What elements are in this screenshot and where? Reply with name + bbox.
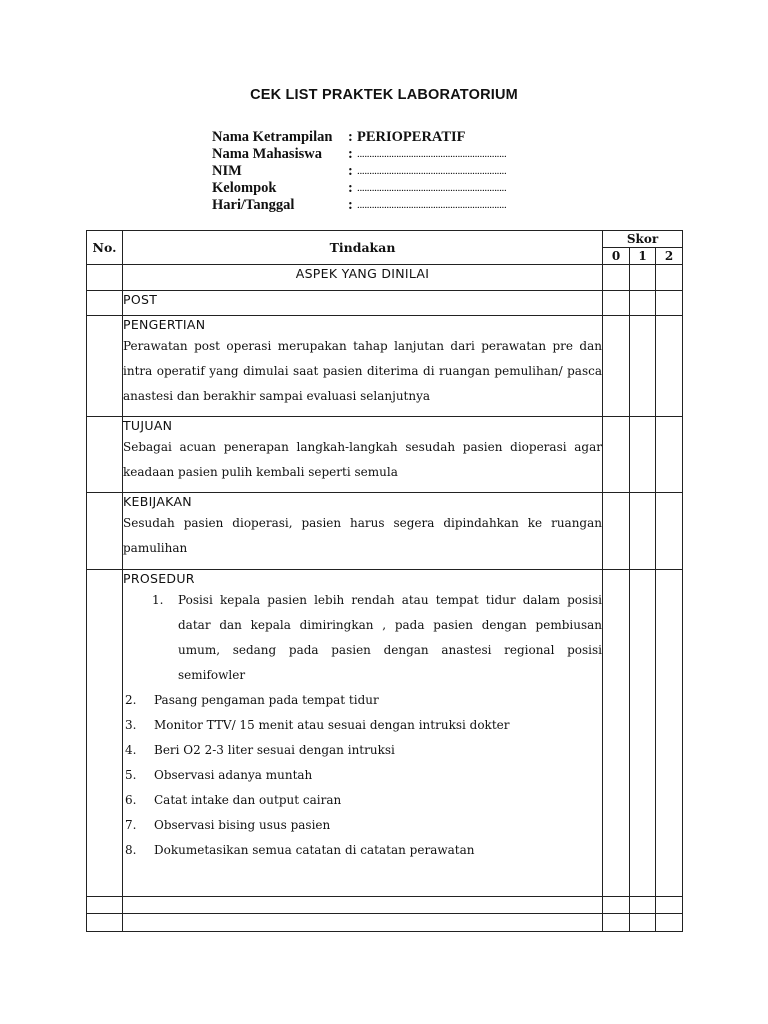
score-0-header: 0: [603, 248, 630, 265]
pengertian-text: Perawatan post operasi merupakan tahap lanjutan dari perawatan pre dan intra operatif yang dimulai saat pasien diterima di ruangan pemulihan/ pasca anastesi dan berakhir sampai evaluasi selanjutnya: [123, 339, 602, 403]
meta-row-mahasiswa: [212, 146, 506, 163]
meta-row-kelompok: [212, 180, 506, 197]
score-cell-1[interactable]: [630, 570, 656, 897]
meta-label: Kelompok: [212, 180, 277, 196]
step-text: Pasang pengaman pada tempat tidur: [154, 693, 379, 707]
meta-colon: :: [348, 129, 353, 145]
step-number: 8.: [125, 843, 137, 857]
no-cell: [87, 914, 123, 932]
step-text: Posisi kepala pasien lebih rendah atau tempat tidur dalam posisi datar dan kepala dimiringkan , pada pasien dengan pembiusan umum, sedang pada pasien dengan anastesi regional posisi semifowler: [178, 593, 602, 682]
score-cell-1[interactable]: [630, 493, 656, 570]
tindakan-cell: [123, 570, 603, 897]
score-2-header: 2: [656, 248, 683, 265]
step-number: 6.: [125, 793, 137, 807]
step-number: 5.: [125, 768, 137, 782]
step-text: Beri O2 2-3 liter sesuai dengan intruksi: [154, 743, 395, 757]
section-kebijakan-label: KEBIJAKAN: [123, 494, 192, 509]
meta-colon: :: [348, 197, 353, 213]
score-cell-0[interactable]: [603, 570, 630, 897]
no-cell: [87, 897, 123, 914]
meta-colon: :: [348, 146, 353, 162]
score-cell-0[interactable]: [603, 914, 630, 932]
no-cell: [87, 265, 123, 291]
tindakan-cell: [123, 897, 603, 914]
tindakan-cell: [123, 316, 603, 417]
step-number: 3.: [125, 718, 137, 732]
score-cell-0[interactable]: [603, 291, 630, 316]
score-cell-0[interactable]: [603, 493, 630, 570]
section-tujuan-label: TUJUAN: [123, 418, 173, 433]
tindakan-cell: [123, 291, 603, 316]
step-text: Dokumetasikan semua catatan di catatan perawatan: [154, 843, 475, 857]
tujuan-text: Sebagai acuan penerapan langkah-langkah sesudah pasien dioperasi agar keadaan pasien pulih kembali seperti semula: [123, 440, 602, 479]
list-item: [123, 763, 602, 788]
header-row: [87, 231, 683, 248]
list-item: [123, 838, 602, 863]
score-cell-0[interactable]: [603, 897, 630, 914]
list-item: [123, 688, 602, 713]
table-row: [87, 493, 683, 570]
score-cell-1[interactable]: [630, 265, 656, 291]
no-cell: [87, 570, 123, 897]
score-cell-1[interactable]: [630, 914, 656, 932]
table-row: [87, 914, 683, 932]
score-cell-1[interactable]: [630, 316, 656, 417]
step-text: Monitor TTV/ 15 menit atau sesuai dengan intruksi dokter: [154, 718, 510, 732]
tindakan-cell: [123, 417, 603, 493]
col-no-header: No.: [87, 231, 123, 265]
table-row: [87, 265, 683, 291]
list-item: [123, 738, 602, 763]
meta-value: PERIOPERATIF: [357, 129, 466, 145]
table-row: [87, 897, 683, 914]
meta-fill-line: .............................................................: [357, 199, 507, 211]
score-cell-0[interactable]: [603, 265, 630, 291]
meta-colon: :: [348, 180, 353, 196]
step-text: Observasi adanya muntah: [154, 768, 313, 782]
meta-row-ketrampilan: [212, 129, 506, 146]
meta-fill-line: .............................................................: [357, 165, 507, 177]
document-title: CEK LIST PRAKTEK LABORATORIUM: [250, 87, 518, 103]
section-pengertian-label: PENGERTIAN: [123, 317, 206, 332]
tindakan-cell: [123, 914, 603, 932]
list-item: [123, 813, 602, 838]
score-1-header: 1: [630, 248, 656, 265]
prosedur-steps: [123, 588, 602, 863]
meta-label: Hari/Tanggal: [212, 197, 295, 213]
table-row: [87, 417, 683, 493]
score-cell-1[interactable]: [630, 417, 656, 493]
score-cell-0[interactable]: [603, 316, 630, 417]
score-cell-2[interactable]: [656, 897, 683, 914]
meta-row-nim: [212, 163, 506, 180]
score-cell-1[interactable]: [630, 897, 656, 914]
score-cell-0[interactable]: [603, 417, 630, 493]
step-text: Catat intake dan output cairan: [154, 793, 342, 807]
col-skor-header: Skor: [603, 231, 683, 248]
score-cell-2[interactable]: [656, 570, 683, 897]
step-text: Observasi bising usus pasien: [154, 818, 331, 832]
step-number: 1.: [152, 593, 164, 607]
table-row: [87, 570, 683, 897]
section-prosedur-label: PROSEDUR: [123, 571, 195, 586]
meta-fill-line: .............................................................: [357, 148, 507, 160]
col-tindakan-header: Tindakan: [123, 231, 603, 265]
list-item: [123, 713, 602, 738]
checklist-table: [86, 230, 683, 932]
meta-label: Nama Mahasiswa: [212, 146, 322, 162]
tindakan-cell: [123, 493, 603, 570]
score-cell-2[interactable]: [656, 417, 683, 493]
section-post-label: POST: [123, 292, 158, 307]
score-cell-2[interactable]: [656, 265, 683, 291]
score-cell-1[interactable]: [630, 291, 656, 316]
step-number: 4.: [125, 743, 137, 757]
meta-block: [212, 129, 506, 214]
step-number: 7.: [125, 818, 137, 832]
score-cell-2[interactable]: [656, 493, 683, 570]
meta-fill-line: .............................................................: [357, 182, 507, 194]
meta-label: Nama Ketrampilan: [212, 129, 333, 145]
meta-row-tanggal: [212, 197, 506, 214]
score-cell-2[interactable]: [656, 291, 683, 316]
no-cell: [87, 291, 123, 316]
list-item: [123, 788, 602, 813]
step-number: 2.: [125, 693, 137, 707]
meta-label: NIM: [212, 163, 242, 179]
meta-colon: :: [348, 163, 353, 179]
kebijakan-text: Sesudah pasien dioperasi, pasien harus segera dipindahkan ke ruangan pamulihan: [123, 516, 602, 555]
no-cell: [87, 493, 123, 570]
score-cell-2[interactable]: [656, 914, 683, 932]
table-row: [87, 291, 683, 316]
no-cell: [87, 417, 123, 493]
table-row: [87, 316, 683, 417]
score-cell-2[interactable]: [656, 316, 683, 417]
aspek-heading: ASPEK YANG DINILAI: [123, 265, 603, 291]
no-cell: [87, 316, 123, 417]
list-item: [123, 588, 602, 688]
